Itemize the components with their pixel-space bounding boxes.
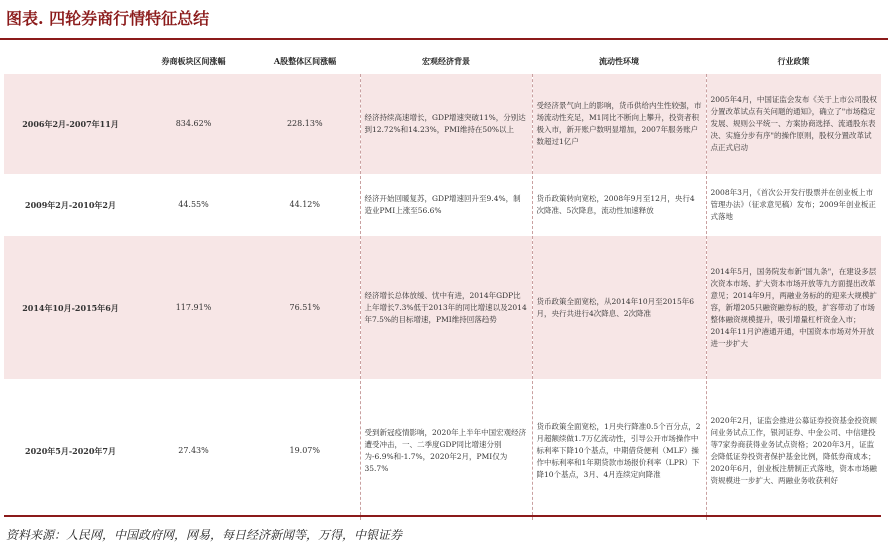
source-note: 资料来源：人民网，中国政府网，网易，每日经济新闻等，万得，中银证券: [6, 528, 403, 542]
macro-cell: 受到新冠疫情影响，2020年上半年中国宏观经济遭受冲击，一、二季度GDP同比增速分别为-6.9%和-1.7%，2020年2月，PMI仅为35.7%: [360, 380, 532, 520]
period-cell: 2006年2月-2007年11月: [4, 73, 137, 175]
macro-cell: 经济持续高速增长，GDP增速突破11%，分别达到12.72%和14.23%，PMI维持在50%以上: [360, 73, 532, 175]
policy-cell: 2020年2月，证监会推进公募证券投资基金投资顾问业务试点工作，银河证券、中金公司、中信建投等7家券商获得业务试点资格；2020年3月，证监会降低证券投资者保护基金比例，降低券商成本；2020年6月，创业板注册制正式落地，资本市场融资规模进一步扩大、两融业务收获利好: [706, 380, 881, 520]
a-share-gain-cell: 228.13%: [250, 73, 360, 175]
broker-gain-cell: 44.55%: [137, 175, 250, 235]
macro-cell: 经济开始回暖复苏，GDP增速回升至9.4%，制造业PMI上涨至56.6%: [360, 175, 532, 235]
macro-cell: 经济增长总体放缓、忧中有进，2014年GDP比上年增长7.3%低于2013年的同比增速以及2014年7.5%的目标增速，PMI维持回落趋势: [360, 235, 532, 380]
a-share-gain-cell: 19.07%: [250, 380, 360, 520]
broker-gain-cell: 834.62%: [137, 73, 250, 175]
liquidity-cell: 受经济景气向上的影响，货币供给内生性较强，市场流动性充足，M1同比不断向上攀升，投资者积极入市，新开账户数明显增加，2007年服务账户数超过1亿户: [532, 73, 706, 175]
table-header-row: [4, 50, 881, 73]
policy-cell: 2005年4月，中国证监会发布《关于上市公司股权分置改革试点有关问题的通知》，确立了"市场稳定发展、规则公平统一、方案协商选择、流通股东表决、实施分步有序"的操作原则，股权分置改革试点正式启动: [706, 73, 881, 175]
table-row: [4, 175, 881, 235]
header-broker-gain: 券商板块区间涨幅: [161, 55, 226, 66]
liquidity-cell: 货币政策全面宽松，从2014年10月至2015年6月，央行共进行4次降息、2次降准: [532, 235, 706, 380]
policy-cell: 2008年3月，《首次公开发行股票并在创业板上市管理办法》（征求意见稿）发布；2009年创业板正式落地: [706, 175, 881, 235]
table-row: [4, 235, 881, 380]
header-policy: 行业政策: [777, 55, 810, 66]
header-liquidity: 流动性环境: [599, 55, 639, 66]
policy-cell: 2014年5月，国务院发布新"国九条"，在建设多层次资本市场、扩大资本市场开放等九方面提出改革意见；2014年9月，两融业务标的的迎来大规模扩容，新增205只融资融券标的股，扩容带动了市场整体融资规模提升，吸引增量杠杆资金入市；2014年11月沪港通开通，中国资本市场对外开放进一步扩大: [706, 235, 881, 380]
title-bar: [0, 0, 888, 40]
header-a-share-gain: A股整体区间涨幅: [273, 55, 337, 66]
summary-table: [4, 50, 881, 520]
bottom-divider: [4, 515, 881, 517]
header-macro: 宏观经济背景: [422, 55, 470, 66]
page-title: 图表. 四轮券商行情特征总结: [6, 9, 210, 28]
period-cell: 2009年2月-2010年2月: [4, 175, 137, 235]
liquidity-cell: 货币政策全面宽松，1月央行降准0.5个百分点，2月超额续做1.7万亿流动性，引导公开市场操作中标利率下降10个基点，中期借贷便利（MLF）操作中标利率和1年期贷款市场报价利率（LPR）下降10个基点，3月、4月连续定向降准: [532, 380, 706, 520]
period-cell: 2014年10月-2015年6月: [4, 235, 137, 380]
table-row: [4, 73, 881, 175]
broker-gain-cell: 117.91%: [137, 235, 250, 380]
period-cell: 2020年5月-2020年7月: [4, 380, 137, 520]
a-share-gain-cell: 76.51%: [250, 235, 360, 380]
broker-gain-cell: 27.43%: [137, 380, 250, 520]
liquidity-cell: 货币政策转向宽松，2008年9月至12月，央行4次降准、5次降息，流动性加速释放: [532, 175, 706, 235]
table-row: [4, 380, 881, 520]
header-period: [4, 50, 137, 73]
a-share-gain-cell: 44.12%: [250, 175, 360, 235]
